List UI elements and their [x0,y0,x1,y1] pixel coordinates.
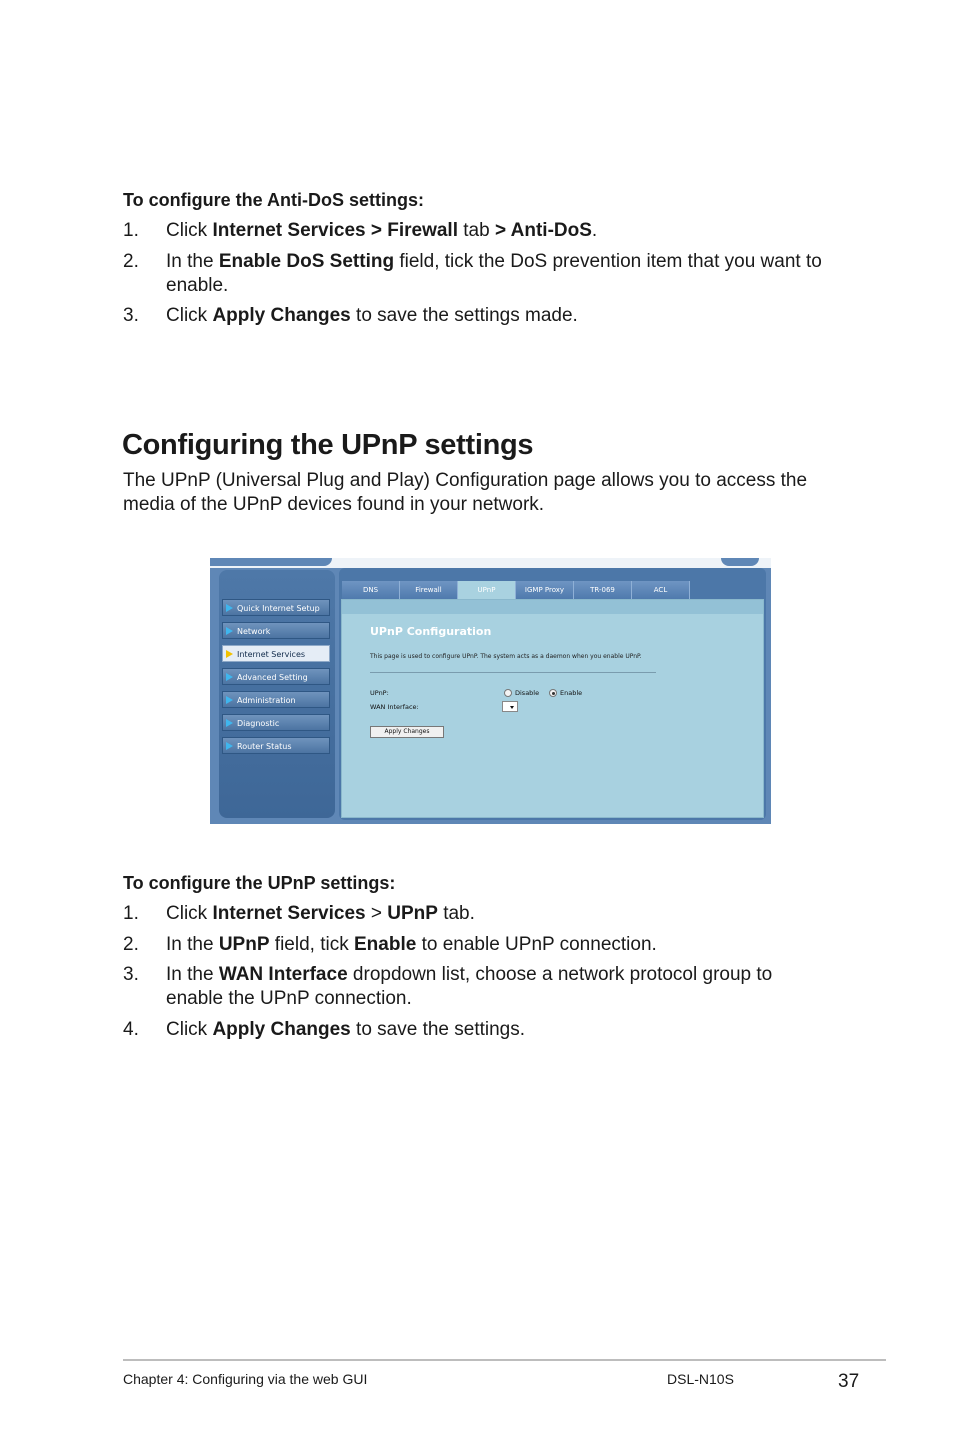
arrow-icon [226,696,233,704]
disable-label: Disable [515,689,540,697]
footer-rule [123,1359,886,1361]
enable-radio[interactable] [549,689,557,697]
screenshot-top-left-shape [210,558,332,566]
main-panel [339,568,766,820]
enable-label: Enable [560,689,583,697]
tab-dns[interactable]: DNS [342,581,400,599]
step-text: In the UPnP field, tick Enable to enable UPnP connection. [166,934,657,955]
tab-acl[interactable]: ACL [632,581,690,599]
arrow-icon [226,719,233,727]
step-number: 3. [123,964,139,985]
tab-tr-069[interactable]: TR-069 [574,581,632,599]
wan-interface-label: WAN Interface: [370,703,419,711]
step-text: Click Apply Changes to save the settings. [166,1019,526,1040]
arrow-icon [226,742,233,750]
arrow-icon [226,673,233,681]
page-number: 37 [838,1371,860,1392]
step-number: 1. [123,903,139,924]
antidos-heading: To configure the Anti-DoS settings: [123,190,424,210]
arrow-icon [226,604,233,612]
config-title: UPnP Configuration [370,625,492,638]
section-intro: The UPnP (Universal Plug and Play) Configuration page allows you to access the media of the UPnP devices found in your network. [123,470,808,515]
upnp-label: UPnP: [370,689,389,697]
menu-item-network[interactable]: Network [222,622,330,639]
tab-upnp[interactable]: UPnP [458,581,516,599]
divider [370,672,656,673]
sidebar [219,570,335,818]
arrow-icon [226,627,233,635]
step-number: 4. [123,1019,139,1040]
config-description: This page is used to configure UPnP. The system acts as a daemon when you enable UPnP. [370,653,642,660]
menu-item-internet-services[interactable]: Internet Services [222,645,330,662]
disable-radio[interactable] [504,689,512,697]
menu-item-quick-internet-setup[interactable]: Quick Internet Setup [222,599,330,616]
tab-igmp-proxy[interactable]: IGMP Proxy [516,581,574,599]
step-text: Click Internet Services > Firewall tab > Anti-DoS. [166,220,598,241]
step-number: 3. [123,305,139,326]
upnp-steps-heading: To configure the UPnP settings: [123,873,396,893]
step-text: In the Enable DoS Setting field, tick the DoS prevention item that you want to enable. [166,251,822,296]
wan-interface-dropdown[interactable] [502,701,518,712]
content-header-band [342,600,763,614]
footer-chapter: Chapter 4: Configuring via the web GUI [123,1371,368,1387]
menu-item-administration[interactable]: Administration [222,691,330,708]
step-text: Click Internet Services > UPnP tab. [166,903,475,924]
apply-changes-button[interactable]: Apply Changes [370,726,444,738]
footer-model: DSL-N10S [667,1371,734,1387]
step-text: Click Apply Changes to save the settings made. [166,305,578,326]
step-number: 2. [123,251,139,272]
screenshot-top-right-button [721,558,759,566]
tab-firewall[interactable]: Firewall [400,581,458,599]
section-title: Configuring the UPnP settings [122,429,534,461]
menu-item-diagnostic[interactable]: Diagnostic [222,714,330,731]
config-content [341,599,764,818]
arrow-icon [226,650,233,658]
step-number: 2. [123,934,139,955]
menu-item-advanced-setting[interactable]: Advanced Setting [222,668,330,685]
menu-item-router-status[interactable]: Router Status [222,737,330,754]
upnp-screenshot [210,558,771,824]
step-number: 1. [123,220,139,241]
step-text: In the WAN Interface dropdown list, choose a network protocol group to enable the UPnP connection. [166,964,773,1009]
